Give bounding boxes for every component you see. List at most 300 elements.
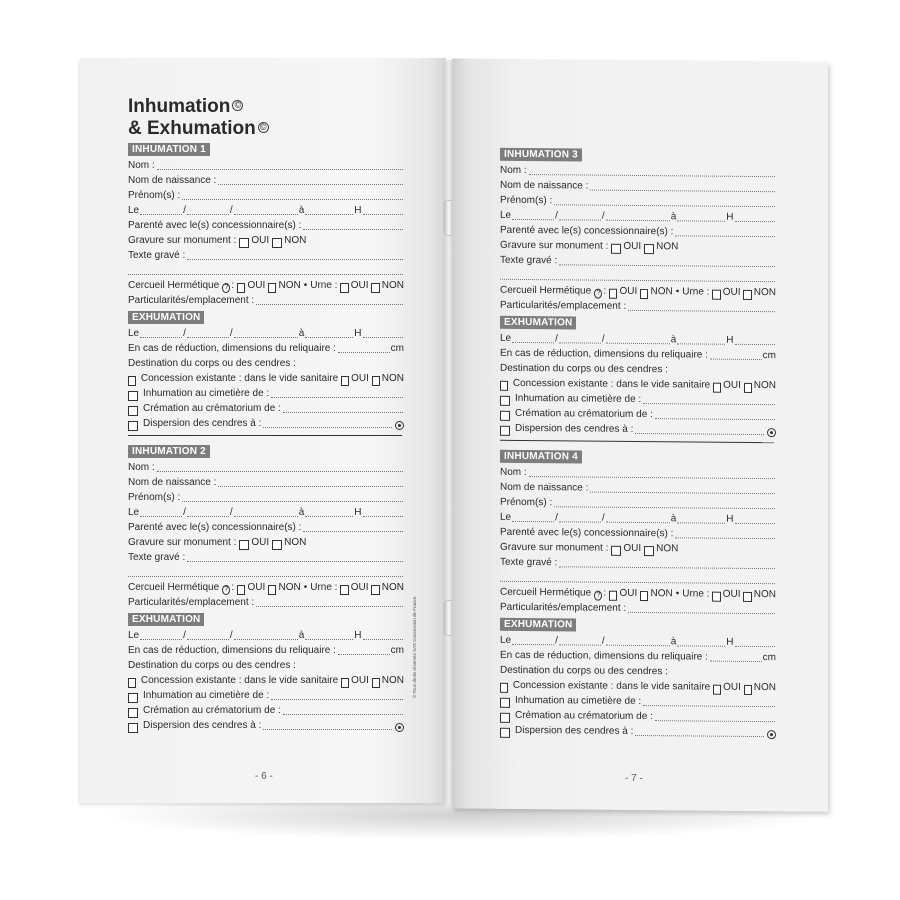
oui-checkbox[interactable] — [237, 585, 245, 595]
bullet: • — [675, 588, 680, 600]
at-label: à — [298, 205, 305, 216]
field-label: Nom : — [500, 466, 527, 479]
option-label: Inhumation au cimetière de : — [515, 392, 642, 406]
field-line[interactable] — [675, 536, 775, 539]
field-line[interactable] — [187, 258, 403, 260]
option-inhumation-cimetiere[interactable] — [128, 688, 404, 703]
field-particularites[interactable] — [500, 298, 776, 315]
minute-line[interactable] — [363, 213, 403, 215]
field-label: Cercueil Hermétique — [500, 586, 592, 599]
field-prenoms[interactable] — [500, 495, 776, 512]
field-texte-grave-extra[interactable] — [128, 263, 404, 278]
oui-checkbox[interactable] — [341, 376, 349, 386]
option-cremation[interactable] — [128, 401, 404, 416]
year-line[interactable] — [606, 521, 670, 524]
section-tag-exhumation: EXHUMATION — [500, 618, 576, 632]
concession-checkbox[interactable] — [500, 683, 508, 693]
field-label: Gravure sur monument : — [128, 537, 237, 548]
field-label: Prénom(s) : — [500, 496, 553, 509]
non-checkbox[interactable] — [644, 244, 654, 254]
hour-label: H — [354, 507, 362, 518]
option-label: OUI — [722, 286, 741, 298]
minute-line[interactable] — [735, 522, 775, 524]
field-label: Parenté avec le(s) concessionnaire(s) : — [128, 522, 302, 533]
non-checkbox[interactable] — [640, 591, 648, 601]
field-line[interactable] — [182, 198, 403, 200]
month-line[interactable] — [559, 520, 601, 522]
year-line[interactable] — [606, 342, 670, 345]
field-label: Nom : — [500, 164, 527, 177]
field-line[interactable] — [710, 358, 762, 360]
separator: / — [555, 333, 558, 345]
field-texte-grave[interactable] — [128, 550, 404, 565]
field-label: Le — [128, 630, 140, 641]
option-label: OUI — [251, 537, 270, 548]
hour-line[interactable] — [305, 336, 353, 338]
year-line[interactable] — [234, 213, 298, 215]
minute-line[interactable] — [735, 343, 775, 345]
day-line[interactable] — [512, 218, 554, 220]
help-icon[interactable]: ? — [222, 283, 230, 293]
non-checkbox[interactable] — [371, 283, 379, 293]
field-parente[interactable] — [128, 520, 404, 535]
hour-label: H — [726, 334, 734, 346]
oui-checkbox[interactable] — [712, 592, 720, 602]
non-checkbox[interactable] — [272, 540, 282, 550]
separator: / — [229, 630, 233, 641]
non-checkbox[interactable] — [743, 290, 751, 300]
cremation-checkbox[interactable] — [128, 406, 138, 416]
field-line[interactable] — [256, 605, 403, 607]
field-line[interactable] — [635, 432, 764, 435]
field-texte-grave-extra[interactable] — [128, 565, 404, 580]
month-line[interactable] — [559, 218, 601, 220]
option-label: OUI — [619, 587, 638, 599]
oui-checkbox[interactable] — [340, 283, 348, 293]
day-line[interactable] — [140, 638, 182, 640]
minute-line[interactable] — [735, 220, 775, 222]
separator: / — [229, 205, 233, 216]
oui-checkbox[interactable] — [341, 678, 349, 688]
concession-checkbox[interactable] — [128, 678, 136, 688]
oui-checkbox[interactable] — [237, 283, 245, 293]
unit-label: cm — [390, 343, 404, 354]
field-label: Le — [128, 205, 140, 216]
hour-label: H — [726, 211, 734, 223]
separator: / — [555, 210, 558, 222]
target-icon — [767, 428, 776, 437]
field-label: Particularités/emplacement : — [500, 601, 627, 614]
field-date[interactable] — [128, 628, 404, 643]
field-line[interactable] — [303, 530, 403, 532]
cremation-checkbox[interactable] — [128, 708, 138, 718]
non-checkbox[interactable] — [640, 289, 648, 299]
page-number-right: - 7 - — [625, 772, 643, 785]
colon: : — [603, 587, 607, 599]
field-line[interactable] — [157, 470, 403, 472]
field-label: Parenté avec le(s) concessionnaire(s) : — [500, 526, 674, 540]
field-line[interactable] — [128, 273, 403, 275]
option-label: NON — [650, 588, 673, 600]
unit-label: cm — [762, 652, 776, 664]
field-texte-grave[interactable] — [500, 253, 776, 270]
dispersion-checkbox[interactable] — [128, 421, 138, 431]
field-label: Destination du corps ou des cendres : — [128, 358, 296, 369]
cremation-checkbox[interactable] — [500, 411, 510, 421]
at-label: à — [670, 211, 677, 223]
month-line[interactable] — [559, 643, 601, 645]
hour-label: H — [354, 205, 362, 216]
field-date[interactable] — [128, 326, 404, 341]
year-line[interactable] — [606, 644, 670, 647]
field-label: Particularités/emplacement : — [500, 299, 627, 312]
field-texte-grave[interactable] — [128, 248, 404, 263]
field-line[interactable] — [635, 734, 764, 737]
help-icon[interactable]: ? — [222, 585, 230, 595]
field-label: En cas de réduction, dimensions du reliquaire : — [128, 645, 336, 656]
concession-checkbox[interactable] — [128, 376, 136, 386]
minute-line[interactable] — [735, 645, 775, 647]
separator: / — [601, 635, 605, 647]
field-line[interactable] — [655, 417, 775, 420]
inhumation-checkbox[interactable] — [128, 693, 138, 703]
field-line[interactable] — [283, 411, 403, 413]
field-reduction[interactable] — [128, 643, 404, 658]
hour-line[interactable] — [677, 219, 725, 221]
field-label: Particularités/emplacement : — [128, 295, 255, 306]
dispersion-checkbox[interactable] — [500, 426, 510, 436]
inhumation-checkbox[interactable] — [500, 396, 510, 406]
option-label: NON — [656, 543, 679, 555]
field-label: Cercueil Hermétique — [128, 582, 220, 593]
oui-checkbox[interactable] — [611, 244, 621, 254]
page-title — [128, 96, 404, 140]
field-label: Urne : — [310, 280, 338, 291]
option-label: Concession existante : dans le vide sanitaire — [512, 377, 711, 391]
day-line[interactable] — [512, 341, 554, 343]
field-line[interactable] — [590, 491, 775, 495]
option-label: OUI — [251, 235, 270, 246]
help-icon[interactable]: ? — [594, 289, 602, 299]
field-line[interactable] — [559, 263, 775, 267]
option-label: Crémation au crématorium de : — [515, 709, 653, 723]
option-label: Dispersion des cendres à : — [143, 720, 262, 731]
non-checkbox[interactable] — [372, 678, 380, 688]
separator: / — [601, 512, 605, 524]
right-page-content — [500, 145, 776, 740]
oui-checkbox[interactable] — [239, 238, 249, 248]
field-line[interactable] — [271, 396, 403, 398]
hour-line[interactable] — [305, 213, 353, 215]
hour-line[interactable] — [305, 638, 353, 640]
field-prenoms[interactable] — [128, 490, 404, 505]
non-checkbox[interactable] — [371, 585, 379, 595]
field-line[interactable] — [283, 713, 403, 715]
unit-label: cm — [390, 645, 404, 656]
field-label: Gravure sur monument : — [500, 541, 609, 554]
field-nom[interactable] — [128, 158, 404, 173]
section-tag-exhumation: EXHUMATION — [128, 613, 204, 626]
section-divider — [128, 435, 402, 436]
option-label: Inhumation au cimetière de : — [143, 690, 270, 701]
field-line[interactable] — [187, 560, 403, 562]
field-label: Le — [500, 332, 512, 344]
field-line[interactable] — [643, 704, 775, 707]
hour-label: H — [354, 328, 362, 339]
field-parente[interactable] — [128, 218, 404, 233]
separator: / — [229, 328, 233, 339]
field-label: En cas de réduction, dimensions du reliquaire : — [500, 347, 708, 361]
non-checkbox[interactable] — [268, 585, 276, 595]
option-dispersion[interactable] — [500, 421, 776, 438]
field-line[interactable] — [529, 173, 775, 177]
day-line[interactable] — [140, 515, 182, 517]
field-line[interactable] — [303, 228, 403, 230]
field-label: Parenté avec le(s) concessionnaire(s) : — [500, 224, 674, 238]
field-particularites[interactable] — [128, 595, 404, 610]
option-label: OUI — [722, 588, 741, 600]
concession-checkbox[interactable] — [500, 381, 508, 391]
field-line[interactable] — [128, 575, 403, 577]
option-label: Dispersion des cendres à : — [515, 422, 634, 435]
field-line[interactable] — [529, 475, 775, 479]
field-line[interactable] — [263, 728, 392, 730]
option-label: Dispersion des cendres à : — [143, 418, 262, 429]
field-line[interactable] — [500, 580, 775, 584]
oui-checkbox[interactable] — [340, 585, 348, 595]
year-line[interactable] — [234, 336, 298, 338]
section-divider — [500, 440, 774, 443]
minute-line[interactable] — [363, 638, 403, 640]
field-texte-grave[interactable] — [500, 555, 776, 572]
option-dispersion[interactable] — [128, 416, 404, 431]
field-label: Cercueil Hermétique — [500, 284, 592, 297]
title-line-1: Inhumation — [128, 96, 231, 117]
option-label: OUI — [351, 675, 369, 686]
month-line[interactable] — [187, 638, 229, 640]
option-label: OUI — [247, 582, 266, 593]
month-line[interactable] — [559, 341, 601, 343]
bullet: • — [303, 280, 308, 291]
field-date[interactable] — [128, 505, 404, 520]
field-label: Gravure sur monument : — [128, 235, 237, 246]
inhumation-checkbox[interactable] — [128, 391, 138, 401]
field-label: Nom : — [128, 462, 155, 473]
field-label: En cas de réduction, dimensions du reliquaire : — [500, 649, 708, 663]
copyright-mark-icon: © — [258, 122, 269, 133]
non-checkbox[interactable] — [272, 238, 282, 248]
option-label: NON — [656, 241, 679, 253]
option-label: Inhumation au cimetière de : — [143, 388, 270, 399]
field-line[interactable] — [675, 234, 775, 237]
option-label: Inhumation au cimetière de : — [515, 694, 642, 708]
minute-line[interactable] — [363, 336, 403, 338]
non-checkbox[interactable] — [743, 592, 751, 602]
option-label: Concession existante : dans le vide sanitaire — [512, 679, 711, 693]
bullet: • — [303, 582, 308, 593]
field-label: Le — [500, 634, 512, 646]
option-label: Concession existante : dans le vide sanitaire — [140, 675, 339, 686]
field-label: Nom de naissance : — [128, 477, 217, 488]
field-line[interactable] — [338, 351, 390, 353]
minute-line[interactable] — [363, 515, 403, 517]
option-label: OUI — [351, 373, 369, 384]
field-label: Urne : — [682, 588, 710, 600]
field-label: Le — [500, 511, 512, 523]
option-label: Dispersion des cendres à : — [515, 724, 634, 737]
field-nom[interactable] — [128, 460, 404, 475]
field-particularites[interactable] — [500, 600, 776, 617]
page-number-left: - 6 - — [255, 771, 273, 782]
non-checkbox[interactable] — [268, 283, 276, 293]
colon: : — [231, 582, 235, 593]
oui-checkbox[interactable] — [609, 289, 617, 299]
left-page — [80, 58, 446, 803]
inhumation-checkbox[interactable] — [500, 698, 510, 708]
field-line[interactable] — [710, 660, 762, 662]
month-line[interactable] — [187, 336, 229, 338]
field-label: Cercueil Hermétique — [128, 280, 220, 291]
year-line[interactable] — [234, 515, 298, 517]
field-line[interactable] — [590, 189, 775, 193]
field-destination — [128, 356, 404, 371]
option-label: OUI — [623, 542, 642, 555]
field-line[interactable] — [256, 303, 403, 305]
field-label: Parenté avec le(s) concessionnaire(s) : — [128, 220, 302, 231]
field-label: Destination du corps ou des cendres : — [500, 664, 668, 678]
field-line[interactable] — [655, 719, 775, 722]
option-label: NON — [284, 235, 307, 246]
oui-checkbox[interactable] — [239, 540, 249, 550]
field-line[interactable] — [263, 426, 392, 428]
field-label: Le — [500, 209, 512, 221]
oui-checkbox[interactable] — [712, 290, 720, 300]
non-checkbox[interactable] — [644, 546, 654, 556]
non-checkbox[interactable] — [372, 376, 380, 386]
separator: / — [601, 210, 605, 222]
oui-checkbox[interactable] — [713, 685, 721, 695]
hour-line[interactable] — [677, 342, 725, 344]
month-line[interactable] — [187, 213, 229, 215]
option-label: OUI — [247, 280, 266, 291]
field-line[interactable] — [500, 278, 775, 282]
option-concession — [128, 673, 404, 688]
field-nom-naissance[interactable] — [128, 475, 404, 490]
option-label: NON — [278, 280, 301, 291]
field-reduction[interactable] — [128, 341, 404, 356]
day-line[interactable] — [512, 643, 554, 645]
cremation-checkbox[interactable] — [500, 713, 510, 723]
option-label: OUI — [350, 582, 369, 593]
field-gravure — [128, 535, 404, 550]
non-checkbox[interactable] — [744, 383, 752, 393]
field-line[interactable] — [218, 485, 403, 487]
hour-label: H — [726, 513, 734, 525]
field-label: Urne : — [682, 286, 710, 298]
option-label: NON — [753, 588, 776, 601]
option-inhumation-cimetiere[interactable] — [128, 386, 404, 401]
field-line[interactable] — [554, 505, 775, 509]
option-label: NON — [284, 537, 307, 548]
oui-checkbox[interactable] — [609, 591, 617, 601]
field-line[interactable] — [628, 309, 775, 312]
dispersion-checkbox[interactable] — [500, 728, 510, 738]
field-particularites[interactable] — [128, 293, 404, 308]
non-checkbox[interactable] — [744, 685, 752, 695]
day-line[interactable] — [140, 336, 182, 338]
separator: / — [183, 630, 186, 641]
option-label: Crémation au crématorium de : — [143, 705, 281, 716]
copyright-mark-icon: © — [232, 100, 243, 111]
field-line[interactable] — [559, 565, 775, 569]
field-label: Nom de naissance : — [500, 481, 589, 494]
field-label: Destination du corps ou des cendres : — [500, 362, 668, 376]
month-line[interactable] — [187, 515, 229, 517]
field-label: Texte gravé : — [500, 254, 558, 267]
field-line[interactable] — [338, 653, 390, 655]
help-icon[interactable]: ? — [594, 591, 602, 601]
colon: : — [231, 280, 235, 291]
dispersion-checkbox[interactable] — [128, 723, 138, 733]
field-line[interactable] — [554, 203, 775, 207]
option-label: OUI — [723, 681, 741, 693]
field-gravure — [128, 233, 404, 248]
field-prenoms[interactable] — [500, 193, 776, 210]
field-cercueil — [128, 278, 404, 293]
field-line[interactable] — [157, 168, 403, 170]
option-label: OUI — [723, 379, 741, 391]
field-line[interactable] — [628, 611, 775, 614]
section-tag-exhumation: EXHUMATION — [500, 316, 576, 330]
field-label: Le — [128, 507, 140, 518]
option-label: Crémation au crématorium de : — [515, 407, 653, 421]
field-label: Particularités/emplacement : — [128, 597, 255, 608]
option-label: Crémation au crématorium de : — [143, 403, 281, 414]
option-label: OUI — [623, 240, 642, 253]
field-label: Texte gravé : — [500, 556, 558, 569]
separator: / — [229, 507, 233, 518]
option-dispersion[interactable] — [128, 718, 404, 733]
at-label: à — [670, 334, 677, 346]
field-line[interactable] — [182, 500, 403, 502]
option-concession — [128, 371, 404, 386]
section-tag-exhumation: EXHUMATION — [128, 311, 204, 324]
option-dispersion[interactable] — [500, 723, 776, 740]
oui-checkbox[interactable] — [713, 383, 721, 393]
field-line[interactable] — [643, 402, 775, 405]
separator: / — [183, 328, 186, 339]
section-tag-inhumation-3: INHUMATION 3 — [500, 148, 582, 162]
hour-line[interactable] — [677, 521, 725, 523]
title-line-2: & Exhumation — [128, 118, 256, 139]
field-date[interactable] — [128, 203, 404, 218]
year-line[interactable] — [606, 219, 670, 222]
field-line[interactable] — [271, 698, 403, 700]
option-cremation[interactable] — [128, 703, 404, 718]
year-line[interactable] — [234, 638, 298, 640]
field-prenoms[interactable] — [128, 188, 404, 203]
field-nom-naissance[interactable] — [128, 173, 404, 188]
oui-checkbox[interactable] — [611, 546, 621, 556]
hour-line[interactable] — [305, 515, 353, 517]
option-label: Concession existante : dans le vide sanitaire — [140, 373, 339, 384]
section-tag-inhumation-2: INHUMATION 2 — [128, 445, 210, 458]
day-line[interactable] — [140, 213, 182, 215]
hour-line[interactable] — [677, 644, 725, 646]
field-label: En cas de réduction, dimensions du reliquaire : — [128, 343, 336, 354]
field-line[interactable] — [218, 183, 403, 185]
day-line[interactable] — [512, 520, 554, 522]
